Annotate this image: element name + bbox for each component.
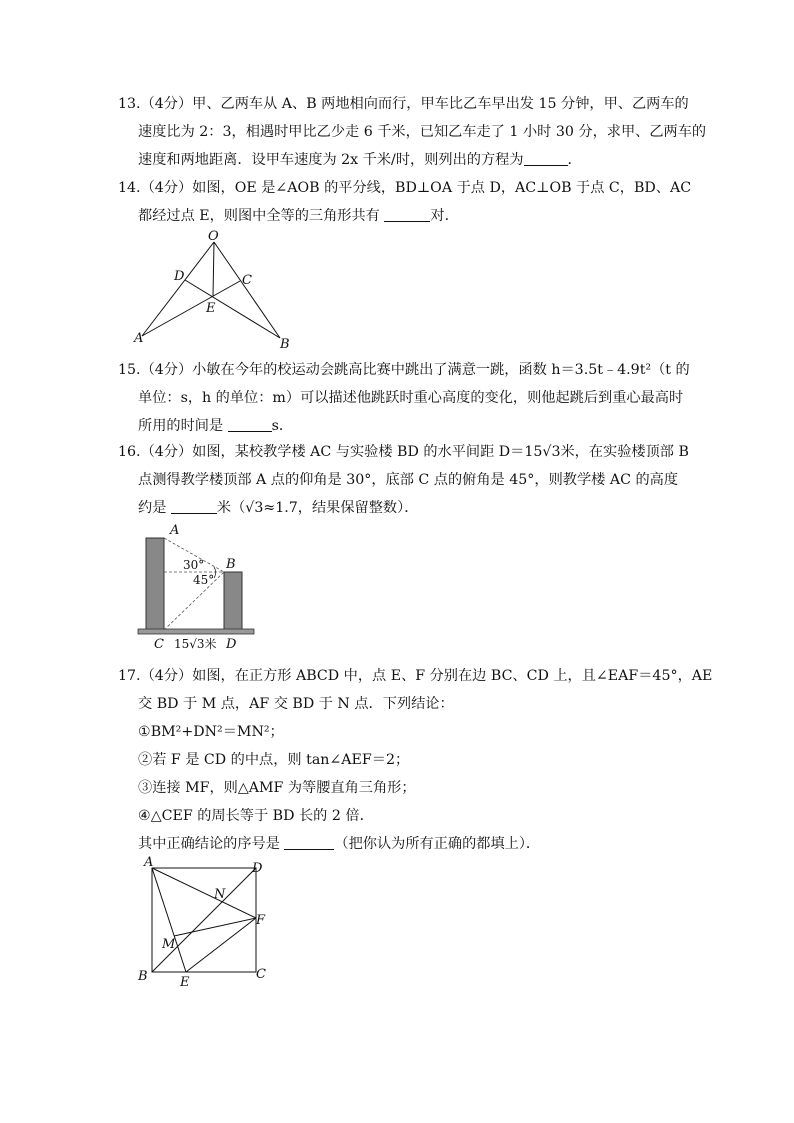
q17-answer-blank[interactable] xyxy=(284,833,334,850)
q13-line-2: 速度比为 2：3，相遇时甲比乙少走 6 千米，已知乙车走了 1 小时 30 分，求甲、乙两车的 xyxy=(138,124,707,140)
q17-conclusion-3: ③连接 MF，则△AMF 为等腰直角三角形； xyxy=(138,780,416,796)
q14-label-e: E xyxy=(206,301,216,316)
q16-answer-blank[interactable] xyxy=(171,497,217,514)
q15-line-1: 15.（4分）小敏在今年的校运动会跳高比赛中跳出了满意一跳，函数 h＝3.5t﹣4.9t²（t 的 xyxy=(118,362,690,378)
q16-distance-label: 15√3米 xyxy=(174,637,217,651)
q17-line-7-text: 其中正确结论的序号是 xyxy=(138,836,280,852)
q16-angle-30: 30° xyxy=(183,558,205,572)
q14-line-2-text: 都经过点 E，则图中全等的三角形共有 xyxy=(138,208,380,224)
q13-line-3 xyxy=(118,146,678,174)
q16-label-b: B xyxy=(226,557,236,572)
q15-answer-blank[interactable] xyxy=(228,415,272,432)
q17-line-7-end: （把你认为所有正确的都填上）． xyxy=(334,836,541,852)
q17-label-f: F xyxy=(256,913,266,928)
q13-line-3-text: 速度和两地距离．设甲车速度为 2x 千米/时，则列出的方程为 xyxy=(138,152,524,168)
q16-label-c: C xyxy=(154,637,164,652)
q17-conclusion-4: ④△CEF 的周长等于 BD 长的 2 倍． xyxy=(138,808,374,824)
q15-line-2: 单位：s，h 的单位：m）可以描述他跳跃时重心高度的变化，则他起跳后到重心最高时 xyxy=(138,390,684,406)
q13-answer-blank[interactable] xyxy=(524,149,568,166)
q16-line-3 xyxy=(118,494,678,522)
q14-line-oe xyxy=(213,242,214,296)
q17-line-ae xyxy=(152,868,186,972)
q16-line-3-text: 约是 xyxy=(138,500,167,516)
q14-line-bd xyxy=(185,280,280,338)
question-13 xyxy=(118,90,707,174)
q17-line-2: 交 BD 于 M 点，AF 交 BD 于 N 点．下列结论： xyxy=(138,696,454,712)
q17-label-m: M xyxy=(162,937,176,952)
q16-label-a: A xyxy=(170,523,180,538)
q16-line-2: 点测得教学楼顶部 A 点的仰角是 30°，底部 C 点的俯角是 45°，则教学楼 AC 的高度 xyxy=(138,472,679,488)
q16-building-ac xyxy=(146,538,164,630)
q16-ground xyxy=(138,629,254,634)
question-14 xyxy=(118,174,692,230)
q14-label-c: C xyxy=(242,273,252,288)
q17-label-n: N xyxy=(214,887,226,902)
q16-label-d: D xyxy=(226,637,237,652)
q17-label-e: E xyxy=(180,975,190,990)
q14-label-a: A xyxy=(134,331,144,346)
q16-angle-45: 45° xyxy=(193,573,215,587)
q17-conclusion-2: ②若 F 是 CD 的中点，则 tan∠AEF＝2； xyxy=(138,752,410,768)
q14-line-oa xyxy=(142,242,214,336)
q15-line-3 xyxy=(118,412,678,440)
q14-figure xyxy=(132,228,292,350)
q16-building-bd xyxy=(224,572,242,630)
q14-label-d: D xyxy=(174,269,185,284)
question-17 xyxy=(118,662,713,858)
q14-label-o: O xyxy=(208,229,219,244)
q16-line-1: 16.（4分）如图，某校教学楼 AC 与实验楼 BD 的水平间距 D＝15√3米，在实验楼顶部 B xyxy=(118,444,689,460)
q14-label-b: B xyxy=(280,337,290,350)
q17-label-c: C xyxy=(256,967,266,982)
q15-line-3-end: s． xyxy=(271,418,294,434)
q15-line-3-text: 所用的时间是 xyxy=(138,418,224,434)
q17-line-1: 17.（4分）如图，在正方形 ABCD 中，点 E、F 分别在边 BC、CD 上，且∠EAF＝45°，AE xyxy=(118,668,713,684)
q17-figure xyxy=(136,854,276,990)
q14-line-2 xyxy=(118,202,678,230)
q17-conclusion-1: ①BM²+DN²＝MN²； xyxy=(138,724,284,740)
q17-line-af xyxy=(152,868,256,918)
q13-line-3-end: ． xyxy=(567,152,582,168)
q17-diagonal-bd xyxy=(152,868,256,972)
q14-line-ac xyxy=(142,281,240,336)
question-15 xyxy=(118,356,690,440)
question-16 xyxy=(118,438,689,522)
q13-line-1: 13.（4分）甲、乙两车从 A、B 两地相向而行，甲车比乙车早出发 15 分钟，甲、乙两车的 xyxy=(118,96,689,112)
q16-figure xyxy=(136,522,258,652)
q14-answer-blank[interactable] xyxy=(384,205,430,222)
q17-label-a: A xyxy=(144,855,154,870)
q14-line-2-end: 对． xyxy=(430,208,459,224)
q14-line-1: 14.（4分）如图，OE 是∠AOB 的平分线，BD⊥OA 于点 D，AC⊥OB 于点 C，BD、AC xyxy=(118,180,692,196)
q17-label-d: D xyxy=(252,861,263,876)
q16-line-3-end: 米（√3≈1.7，结果保留整数）． xyxy=(216,500,419,516)
q17-label-b: B xyxy=(138,969,148,984)
